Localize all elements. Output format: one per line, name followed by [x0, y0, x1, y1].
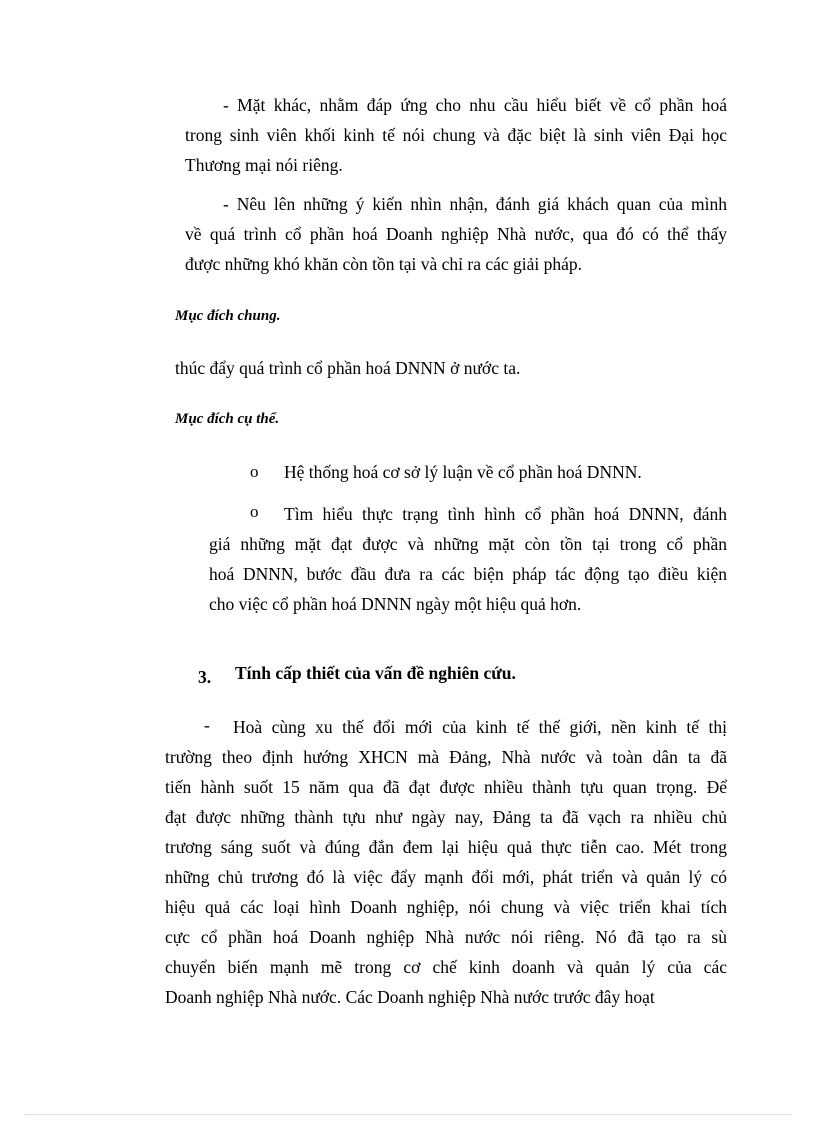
text-line: - Mặt khác, nhằm đáp ứng cho nhu cầu hiểu biết về cổ phần hoá [223, 95, 727, 115]
page-bottom-divider [24, 1114, 792, 1115]
bullet-item-2 [209, 499, 727, 619]
general-purpose-text: thúc đẩy quá trình cổ phần hoá DNNN ở nước ta. [175, 358, 521, 378]
text-line: cho việc cổ phần hoá DNNN ngày một hiệu quả hơn. [209, 594, 582, 614]
section-title: Tính cấp thiết của vấn đề nghiên cứu. [235, 663, 516, 683]
text-line: tiến hành suốt 15 năm qua đã đạt được nhiều thành tựu quan trọng. Để [165, 777, 727, 797]
general-purpose-heading: Mục đích chung. [175, 308, 281, 324]
bullet-marker: o [250, 462, 259, 481]
text-line: được những khó khăn còn tồn tại và chỉ ra các giải pháp. [185, 254, 583, 274]
text-line: hoá DNNN, bước đầu đưa ra các biện pháp tác động tạo điều kiện [209, 564, 727, 584]
specific-purpose-heading: Mục đích cụ thể. [175, 411, 280, 427]
text-line: Doanh nghiệp Nhà nước. Các Doanh nghiệp Nhà nước trước đây hoạt [165, 987, 655, 1007]
text-line: hiệu quả các loại hình Doanh nghiệp, nói chung và việc triển khai tích [165, 897, 727, 917]
bullet-item-1: Hệ thống hoá cơ sở lý luận về cổ phần hoá DNNN. [284, 462, 642, 482]
text-line: chuyển biến mạnh mẽ trong cơ chế kinh doanh và quản lý của các [165, 957, 727, 977]
text-line: Tìm hiểu thực trạng tình hình cổ phần hoá DNNN, đánh [284, 504, 727, 524]
text-line: Thương mại nói riêng. [185, 155, 343, 175]
text-line: những chủ trương đó là việc đẩy mạnh đổi mới, phát triển và quản lý có [165, 867, 727, 887]
text-line: trường theo định hướng XHCN mà Đảng, Nhà nước và toàn dân ta đã [165, 747, 727, 767]
text-line: Hoà cùng xu thế đổi mới của kinh tế thế giới, nền kinh tế thị [233, 717, 727, 737]
text-line: trong sinh viên khối kinh tế nói chung và đặc biệt là sinh viên Đại học [185, 125, 727, 145]
text-line: về quá trình cổ phần hoá Doanh nghiệp Nhà nước, qua đó có thể thấy [185, 224, 727, 244]
text-line: đạt được những thành tựu như ngày nay, Đảng ta đã vạch ra nhiều chủ [165, 807, 727, 827]
text-line: cực cổ phần hoá Doanh nghiệp Nhà nước nói riêng. Nó đã tạo ra sù [165, 927, 727, 947]
intro-paragraph-1 [185, 90, 727, 180]
text-line: giá những mặt đạt được và những mặt còn tồn tại trong cổ phần [209, 534, 727, 554]
text-line: - Nêu lên những ý kiến nhìn nhận, đánh giá khách quan của mình [223, 194, 727, 214]
section-dash: - [204, 715, 210, 735]
bullet-marker: o [250, 502, 259, 521]
intro-paragraph-2 [185, 189, 727, 279]
text-line: trương sáng suốt và đúng đắn đem lại hiệu quả thực tiễn cao. Mét trong [165, 837, 727, 857]
section-number: 3. [198, 667, 212, 687]
section-paragraph [165, 712, 727, 1012]
